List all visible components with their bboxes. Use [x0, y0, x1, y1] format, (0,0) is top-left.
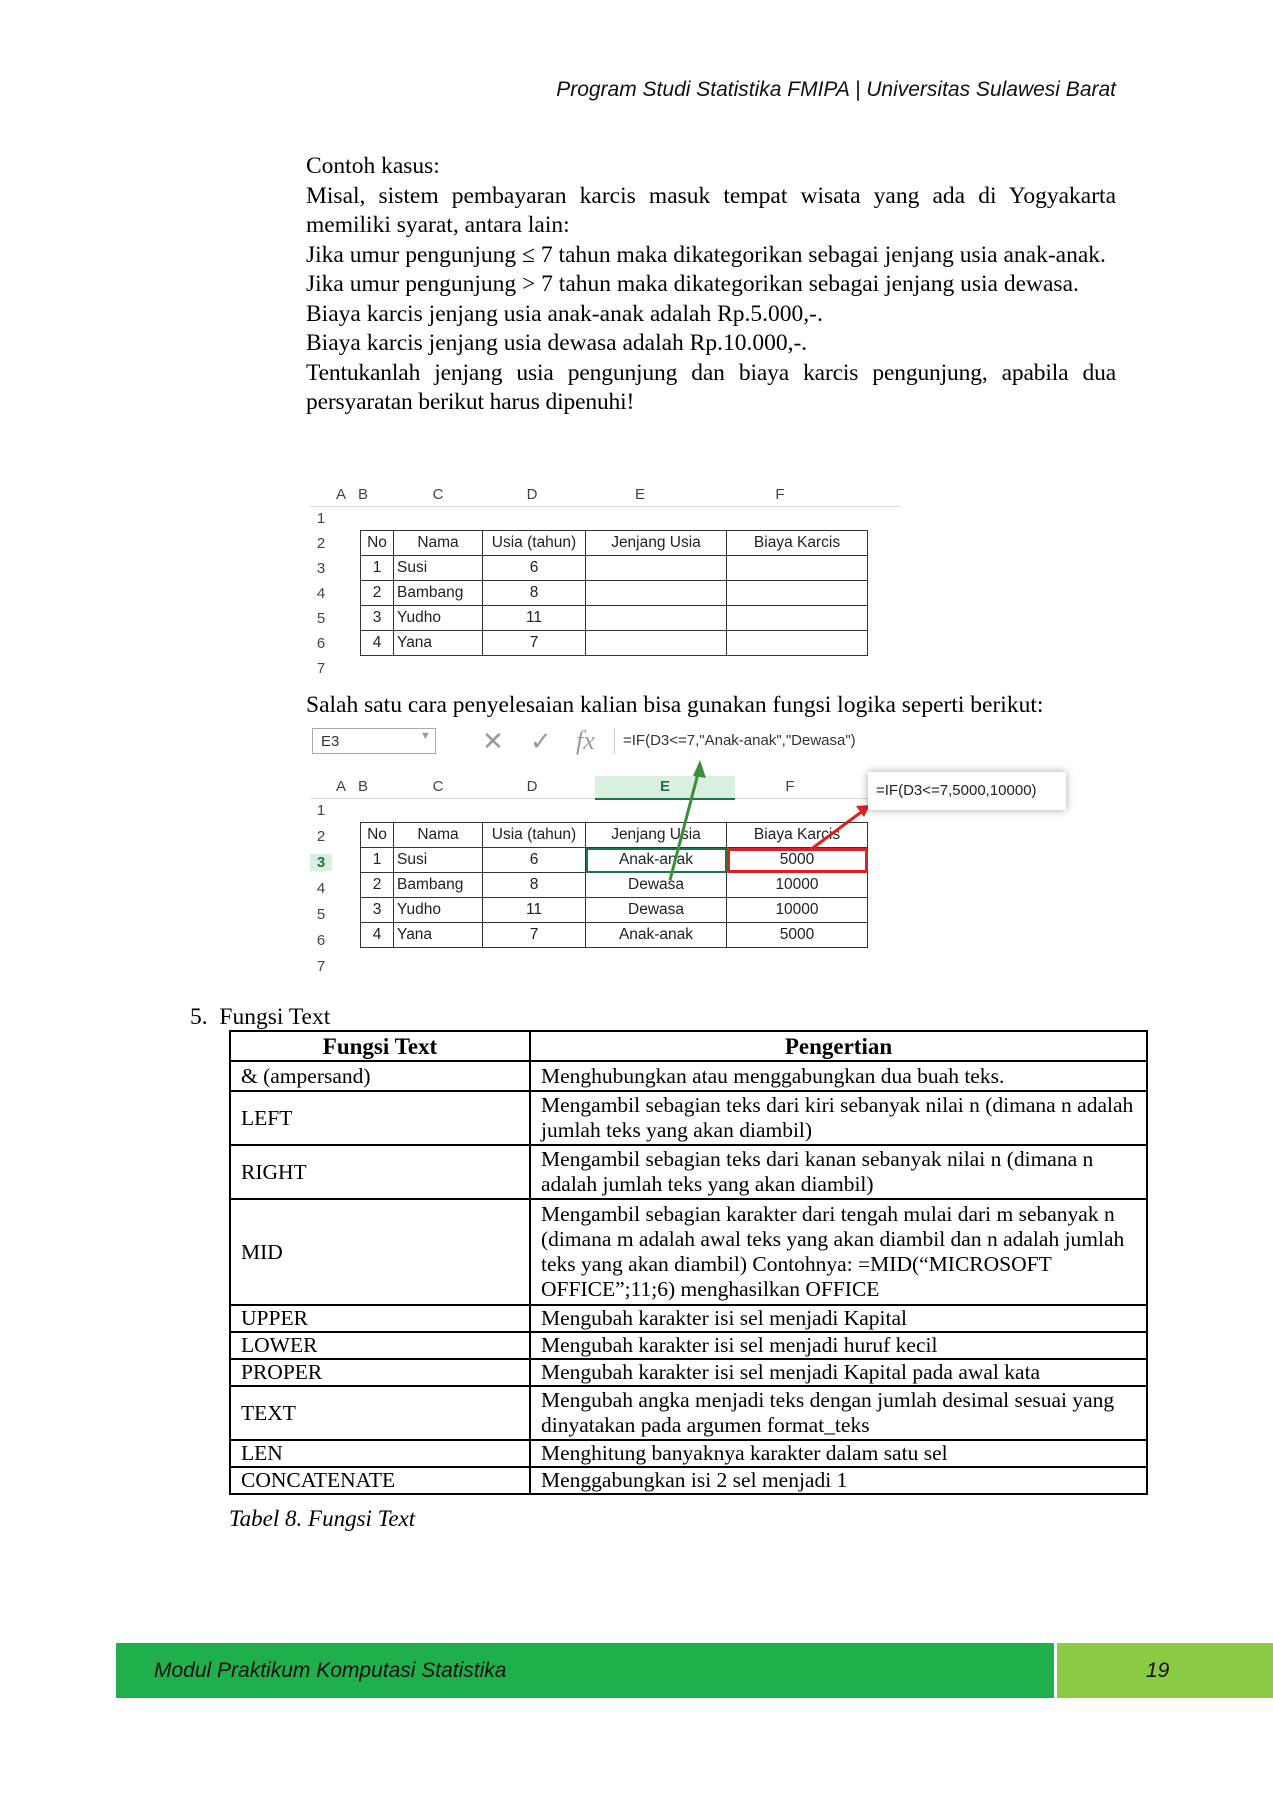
table-header-cell: Biaya Karcis	[727, 823, 868, 848]
footer-title: Modul Praktikum Komputasi Statistika	[154, 1659, 507, 1682]
function-name: LEFT	[230, 1091, 530, 1145]
paragraph: Biaya karcis jenjang usia anak-anak adalah Rp.5.000,-.	[306, 300, 823, 327]
table-header-cell: Jenjang Usia	[586, 823, 727, 848]
page-number: 19	[1146, 1659, 1170, 1682]
chevron-down-icon[interactable]: ▼	[420, 730, 431, 742]
function-description: Menghubungkan atau menggabungkan dua buah teks.	[530, 1061, 1147, 1091]
table-cell: 7	[483, 923, 586, 948]
column-header: F	[785, 778, 795, 795]
table-header-cell: Usia (tahun)	[483, 823, 586, 848]
table-cell: 11	[483, 606, 586, 631]
function-description: Menggabungkan isi 2 sel menjadi 1	[530, 1467, 1147, 1494]
selected-cell[interactable]: Anak-anak	[586, 848, 727, 873]
table-header-cell: Jenjang Usia	[586, 531, 727, 556]
page-header: Program Studi Statistika FMIPA | Universitas Sulawesi Barat	[556, 78, 1116, 101]
row-header: 7	[316, 958, 326, 975]
column-header: A	[335, 778, 346, 795]
table-cell: Bambang	[394, 873, 483, 898]
function-description: Menghitung banyaknya karakter dalam satu sel	[530, 1440, 1147, 1467]
function-description: Mengubah angka menjadi teks dengan jumlah desimal sesuai yang dinyatakan pada argumen format_teks	[530, 1386, 1147, 1440]
row-header: 3	[316, 560, 326, 577]
table-header-cell: Nama	[394, 823, 483, 848]
function-name: MID	[230, 1199, 530, 1305]
fungsi-text-table	[229, 1030, 1148, 1495]
function-name: TEXT	[230, 1386, 530, 1440]
table-cell: 6	[483, 556, 586, 581]
table-cell: Yana	[394, 923, 483, 948]
function-description: Mengubah karakter isi sel menjadi Kapital pada awal kata	[530, 1359, 1147, 1386]
check-icon[interactable]: ✓	[530, 726, 552, 756]
table-cell: 11	[483, 898, 586, 923]
table-caption: Tabel 8. Fungsi Text	[229, 1506, 416, 1531]
column-header: C	[432, 486, 444, 503]
highlighted-cell[interactable]: 5000	[727, 848, 868, 873]
paragraph: Jika umur pengunjung > 7 tahun maka dikategorikan sebagai jenjang usia dewasa.	[306, 271, 1079, 297]
function-name: PROPER	[230, 1359, 530, 1386]
red-arrow	[810, 810, 864, 850]
paragraph: Tentukanlah jenjang usia pengunjung dan biaya karcis pengunjung, apabila dua persyaratan berikut harus dipenuhi!	[306, 359, 1116, 415]
function-name: & (ampersand)	[230, 1061, 530, 1091]
paragraph: Jika umur pengunjung ≤ 7 tahun maka dikategorikan sebagai jenjang usia anak-anak.	[306, 241, 1106, 268]
column-header: E	[659, 778, 670, 795]
table-cell: Dewasa	[586, 873, 727, 898]
function-description: Mengubah karakter isi sel menjadi huruf kecil	[530, 1332, 1147, 1359]
table-cell: Yana	[394, 631, 483, 656]
table-cell: 3	[361, 606, 394, 631]
table-cell: 5000	[727, 923, 868, 948]
table-cell: 1	[361, 556, 394, 581]
table-cell: Susi	[394, 848, 483, 873]
table-cell: 8	[483, 581, 586, 606]
row-header: 6	[316, 932, 326, 949]
table-header-cell: No	[361, 531, 394, 556]
solution-intro: Salah satu cara penyelesaian kalian bisa gunakan fungsi logika seperti berikut:	[306, 692, 1044, 718]
table-cell: 1	[361, 848, 394, 873]
green-arrowhead	[693, 760, 706, 778]
function-description: Mengambil sebagian teks dari kanan sebanyak nilai n (dimana n adalah jumlah teks yang akan diambil)	[530, 1145, 1147, 1199]
section-title: Fungsi Text	[219, 1004, 331, 1030]
function-icon[interactable]: fx	[576, 726, 595, 755]
table-cell: 4	[361, 631, 394, 656]
row-header: 2	[316, 535, 326, 552]
column-header: B	[357, 778, 368, 795]
table-cell: Dewasa	[586, 898, 727, 923]
column-header: F	[775, 486, 785, 503]
function-name: RIGHT	[230, 1145, 530, 1199]
page-footer	[116, 1643, 1273, 1698]
table-cell: 8	[483, 873, 586, 898]
formula-callout: =IF(D3<=7,5000,10000)	[868, 772, 1066, 810]
table-cell: Susi	[394, 556, 483, 581]
paragraph: Biaya karcis jenjang usia dewasa adalah Rp.10.000,-.	[306, 330, 808, 356]
row-header: 4	[316, 880, 326, 897]
table-cell: Yudho	[394, 606, 483, 631]
table-header-cell: Pengertian	[530, 1031, 1147, 1061]
name-box[interactable]: E3	[312, 728, 436, 754]
table-cell: 3	[361, 898, 394, 923]
table-header-cell: Biaya Karcis	[727, 531, 868, 556]
paragraph: Misal, sistem pembayaran karcis masuk tempat wisata yang ada di Yogyakarta memiliki syarat, antara lain:	[306, 182, 1116, 238]
table-cell: 7	[483, 631, 586, 656]
formula-input[interactable]: =IF(D3<=7,"Anak-anak","Dewasa")	[614, 728, 903, 754]
paragraph: Contoh kasus:	[306, 153, 440, 179]
column-header: D	[526, 486, 538, 503]
function-description: Mengubah karakter isi sel menjadi Kapital	[530, 1305, 1147, 1332]
column-header: D	[526, 778, 538, 795]
green-arrow	[670, 766, 700, 880]
table-cell: 10000	[727, 898, 868, 923]
table-cell: 2	[361, 581, 394, 606]
table-header-cell: No	[361, 823, 394, 848]
table-header-cell: Usia (tahun)	[483, 531, 586, 556]
function-name: UPPER	[230, 1305, 530, 1332]
row-header: 5	[316, 906, 326, 923]
column-header: E	[634, 486, 645, 503]
function-description: Mengambil sebagian karakter dari tengah mulai dari m sebanyak n (dimana m adalah awal teks yang akan diambil dan n adalah jumlah teks yang akan diambil) Contohnya: =MID(“MICROSOFT OFFICE”;11;6) menghasilkan OFFICE	[530, 1199, 1147, 1305]
table-cell: 10000	[727, 873, 868, 898]
row-header: 5	[316, 610, 326, 627]
table-cell: Anak-anak	[586, 923, 727, 948]
row-header: 3	[310, 854, 332, 871]
column-header: A	[335, 486, 346, 503]
row-header: 7	[316, 660, 326, 677]
column-header: B	[357, 486, 368, 503]
close-icon[interactable]: ✕	[482, 726, 504, 756]
table-header-cell: Nama	[394, 531, 483, 556]
section-number: 5.	[190, 1004, 208, 1030]
row-header: 6	[316, 635, 326, 652]
table-cell: Bambang	[394, 581, 483, 606]
table-cell: 4	[361, 923, 394, 948]
function-description: Mengambil sebagian teks dari kiri sebanyak nilai n (dimana n adalah jumlah teks yang akan diambil)	[530, 1091, 1147, 1145]
row-header: 2	[316, 828, 326, 845]
function-name: CONCATENATE	[230, 1467, 530, 1494]
function-name: LEN	[230, 1440, 530, 1467]
row-header: 1	[316, 510, 326, 527]
table-cell: 6	[483, 848, 586, 873]
row-header: 1	[316, 802, 326, 819]
table-header-cell: Fungsi Text	[230, 1031, 530, 1061]
table-cell: Yudho	[394, 898, 483, 923]
table-cell: 2	[361, 873, 394, 898]
function-name: LOWER	[230, 1332, 530, 1359]
column-header: C	[432, 778, 444, 795]
row-header: 4	[316, 585, 326, 602]
section-heading	[190, 1004, 330, 1031]
